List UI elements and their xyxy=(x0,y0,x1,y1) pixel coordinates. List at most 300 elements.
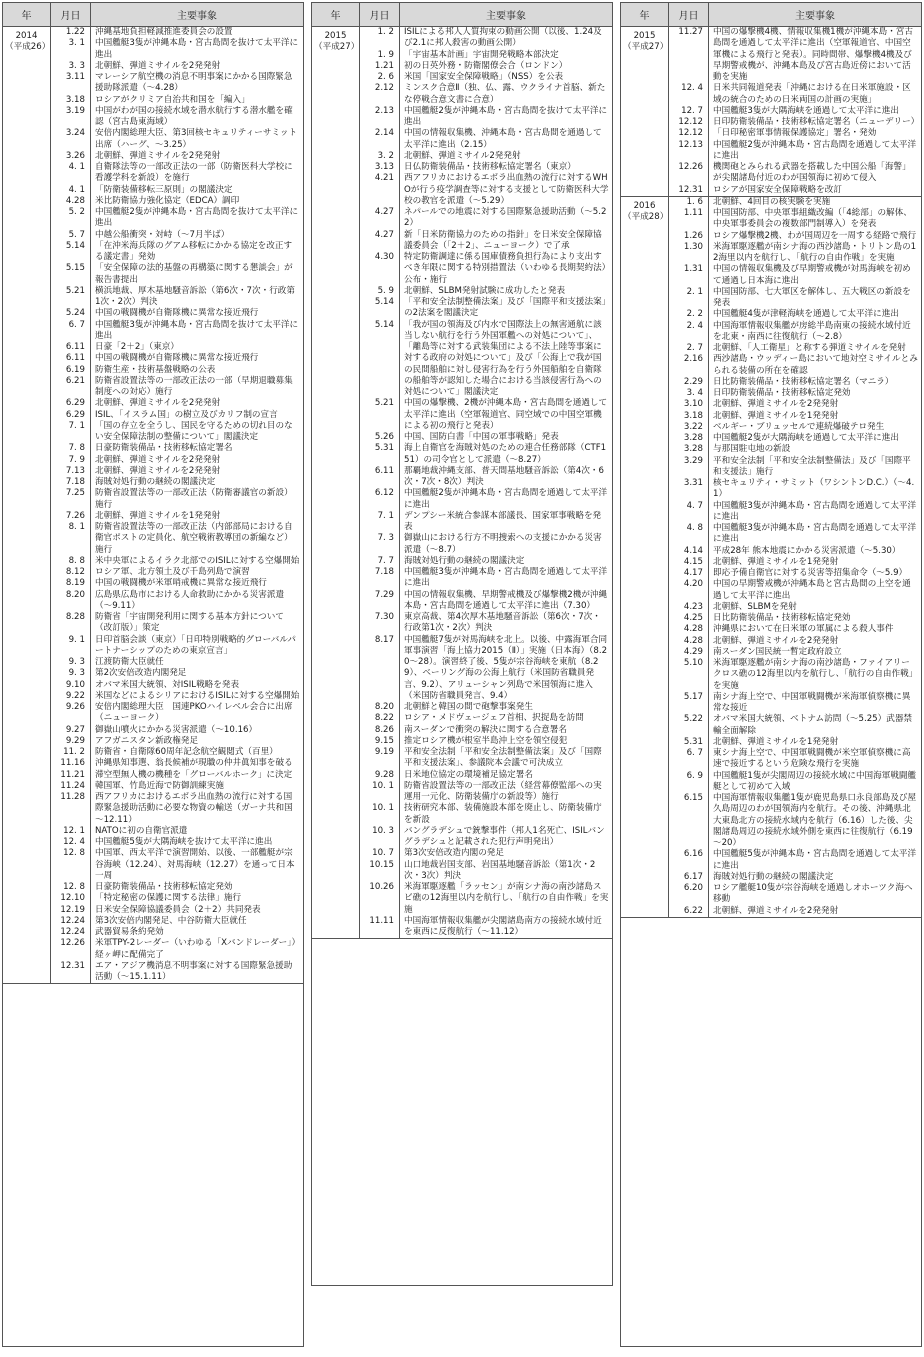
event-date: 3.11 xyxy=(51,72,91,95)
table-header xyxy=(3,3,303,27)
event-text: 防衛省「宇宙開発利用に関する基本方針について（改訂版）」策定 xyxy=(95,612,284,634)
table-row xyxy=(669,399,921,410)
table-row xyxy=(51,162,303,185)
event-text: 西アフリカにおけるエボラ出血熱の流行に対する国際緊急援助活動に必要な物資の輸送（ガーナ共和国 ～12.11） xyxy=(95,792,302,825)
event-text: 中国艦艇5隻が大隅海峡を抜けて太平洋に進出 xyxy=(95,837,273,847)
event-date: 4. 1 xyxy=(51,185,91,196)
table-row xyxy=(669,568,921,579)
table-row xyxy=(51,826,303,837)
event-date: 5.26 xyxy=(360,432,400,443)
event-date: 4.17 xyxy=(669,568,709,579)
table-row xyxy=(360,61,612,72)
event-text: 中国海軍情報収集艦が房総半島南東の接続水域付近を北東・南西に往復航行（～2.8） xyxy=(713,320,911,342)
event-text: 「国の存立を全うし、国民を守るための切れ目のない安全保障法制の整備について」閣議決定 xyxy=(95,420,293,442)
table-row xyxy=(360,556,612,567)
table-row xyxy=(669,377,921,388)
event-text: 米国「国家安全保障戦略」（NSS）を公表 xyxy=(404,72,564,82)
event-text: 日豪「2＋2」（東京） xyxy=(95,342,179,352)
table-row xyxy=(669,714,921,737)
table-row xyxy=(51,38,303,61)
table-row xyxy=(51,353,303,364)
event-text: 日印首脳会談（東京）「日印特別戦略的グローバルパートナーシップのための東京宣言」 xyxy=(95,634,296,656)
event-text: 安倍内閣総理大臣、第3回核セキュリティーサミット出席（ハーグ、～3.25） xyxy=(95,128,298,150)
event-text: 日印防衛装備品・技術移転協定発効 xyxy=(713,388,851,398)
event-text: 横浜地裁、厚木基地騒音訴訟（第6次・7次・行政第1次・2次）判決 xyxy=(95,285,295,307)
event-text: 御嶽山における行方不明捜索への支援にかかる災害派遣（～8.7） xyxy=(404,533,602,555)
table-row xyxy=(51,725,303,736)
table-row xyxy=(51,128,303,151)
event-text: オバマ米国大統領、対ISIL戦略を発表 xyxy=(95,679,240,690)
table-row xyxy=(51,443,303,454)
event-date: 4.20 xyxy=(669,579,709,602)
table-row xyxy=(669,354,921,377)
table-row xyxy=(51,590,303,613)
event-date: 5.14 xyxy=(360,297,400,320)
event-date: 10. 1 xyxy=(360,803,400,826)
event-text: 中国艦艇5隻が沖縄本島・宮古島間を通過して太平洋に進出 xyxy=(713,849,917,871)
event-text: 中国の情報収集機及び早期警戒機が対馬海峡を初めて通過し日本海に進出 xyxy=(713,264,911,286)
event-date: 7. 3 xyxy=(360,533,400,556)
event-text: 海上自衛官を海賊対処のための連合任務部隊（CTF151）の司令官として派遣（～8.27） xyxy=(404,443,607,465)
event-date: 5.22 xyxy=(669,714,709,737)
event-text: 「宇宙基本計画」宇宙開発戦略本部決定 xyxy=(404,49,559,60)
header-year: 年 xyxy=(621,3,669,26)
event-text: 日比防衛装備品・技術移転協定発効 xyxy=(713,613,851,623)
table-row xyxy=(360,567,612,590)
table-row xyxy=(51,365,303,376)
event-text: 中国の情報収集機、早期警戒機及び爆撃機2機が沖縄本島・宮古島間を通過して太平洋に進出（7.30） xyxy=(404,589,608,611)
table-row xyxy=(669,27,921,83)
table-row xyxy=(669,748,921,771)
event-text: 北朝鮮、弾道ミサイルを2発発射 xyxy=(713,635,839,646)
table-row xyxy=(360,702,612,713)
table-row xyxy=(360,286,612,297)
table-row xyxy=(669,162,921,185)
event-text: 「我が国の領海及び内水で国際法上の無害通航に該当しない航行を行う外国軍艦への対処について」、「離島等に対する武装集団による不法上陸等事案に対する政府の対処について」及び「公海上で我が国の民間船舶に対し侵害行為を行う外国船舶を自衛隊の船舶等が認知した場合における当該侵害行為への対処について」閣議決定 xyxy=(404,319,602,397)
header-month-day: 月日 xyxy=(51,3,91,26)
event-text: 中国海軍情報収集艦1隻が鹿児島県口永良部島及び屋久島周辺のわが国領海内を航行。その後、沖縄県北大東島北方の接続水域内を航行（6.16）した後、尖閣諸島周辺の接続水域外側を東西に往復航行（6.19～20） xyxy=(713,793,917,848)
event-date: 3.24 xyxy=(51,128,91,151)
event-date: 8.19 xyxy=(51,578,91,589)
table-row xyxy=(51,72,303,95)
table-row xyxy=(669,546,921,557)
event-text: 中国艦艇2隻が沖縄本島・宮古島間を通過して太平洋に進出 xyxy=(713,139,917,161)
event-date: 2.12 xyxy=(360,83,400,106)
event-text: 第2次安倍改造内閣発足 xyxy=(95,668,187,679)
year-block xyxy=(3,27,303,984)
table-row xyxy=(360,398,612,432)
event-text: 海賊対処行動の継続の閣議決定 xyxy=(713,871,834,882)
table-row xyxy=(669,613,921,624)
table-row xyxy=(51,455,303,466)
event-text: 機関砲とみられる武器を搭載した中国公船「海警」が尖閣諸島付近のわが国領海に初めて侵入 xyxy=(713,162,911,184)
event-date: 7.13 xyxy=(51,466,91,477)
year-label: 2015 xyxy=(633,31,656,41)
year-label: 2016 xyxy=(633,200,656,211)
event-date: 8.26 xyxy=(360,725,400,736)
table-row xyxy=(51,522,303,556)
event-text: ネパールでの地震に対する国際緊急援助活動（～5.22） xyxy=(404,207,607,229)
table-row xyxy=(51,421,303,444)
event-text: 北朝鮮、弾道ミサイルを1発発射 xyxy=(713,736,839,747)
event-date: 3.26 xyxy=(51,151,91,162)
event-text: 米海軍駆逐艦が南シナ海の南沙諸島・ファイアリークロス礁の12海里以内を航行し、「航行の自由作戦」を実施 xyxy=(713,658,918,691)
event-text: 新「日米防衛協力のための指針」を日米安全保障協議委員会（「2＋2」、ニューヨーク）で了承 xyxy=(404,229,602,251)
table-row xyxy=(360,848,612,859)
event-text: 中国艦艇3隻が沖縄本島・宮古島間を通過して太平洋に進出 xyxy=(713,523,917,545)
year-cell xyxy=(3,27,51,983)
event-text: 中国艦艇2隻が沖縄本島・宮古島間を抜けて太平洋に進出 xyxy=(95,207,299,229)
event-date: 5. 2 xyxy=(51,207,91,230)
event-text: 北朝鮮、弾道ミサイルを2発発射 xyxy=(95,454,221,465)
table-row xyxy=(51,95,303,106)
event-date: 10. 3 xyxy=(360,826,400,849)
event-date: 6. 9 xyxy=(669,771,709,794)
event-text: 中国国防部、七大軍区を解体し、五大戦区の新設を発表 xyxy=(713,286,911,308)
table-row xyxy=(360,882,612,916)
table-row xyxy=(360,713,612,724)
event-date: 10.26 xyxy=(360,882,400,916)
event-date: 2. 2 xyxy=(669,309,709,320)
table-row xyxy=(51,781,303,792)
event-text: 北朝鮮、「人工衛星」と称する弾道ミサイルを発射 xyxy=(713,343,906,353)
event-text: ベルギー・ブリュッセルで連続爆破テロ発生 xyxy=(713,421,885,432)
table-row xyxy=(669,692,921,715)
event-text: 第3次安倍改造内閣の発足 xyxy=(404,848,504,859)
table-row xyxy=(51,466,303,477)
era-label: （平成27） xyxy=(314,42,360,52)
year-cell xyxy=(621,197,669,917)
event-date: 3.22 xyxy=(669,422,709,433)
event-text: 北朝鮮、弾道ミサイルを1発発射 xyxy=(95,510,221,521)
table-row xyxy=(360,27,612,50)
table-row xyxy=(669,906,921,917)
header-event: 主要事象 xyxy=(177,11,217,22)
event-date: 10. 7 xyxy=(360,848,400,859)
event-text: 特定防衛調達に係る国庫債務負担行為により支出すべき年限に関する特別措置法（いわゆる長期契約法）公布・施行 xyxy=(404,252,606,285)
table-row xyxy=(51,398,303,409)
event-text: 中国国防部、中央軍事組織改編（「4総部」の解体、中央軍事委員会の複数部門制導入）を発表 xyxy=(713,208,912,230)
event-date: 3.13 xyxy=(360,162,400,173)
event-date: 5.21 xyxy=(360,398,400,432)
event-text: ロシアが国家安全保障戦略を改訂 xyxy=(713,184,842,195)
table-row xyxy=(669,501,921,524)
event-text: 西アフリカにおけるエボラ出血熱の流行に対するWHOが行う疫学調査等に対する支援として防衛医科大学校の教官を派遣（～5.29） xyxy=(404,173,609,206)
header-event: 主要事象 xyxy=(795,11,835,22)
event-text: 日米共同報道発表「沖縄における在日米軍施設・区域の統合のための日米両国の計画の実施」 xyxy=(713,83,911,105)
event-date: 4. 7 xyxy=(669,501,709,524)
event-date: 7.29 xyxy=(360,590,400,613)
table-row xyxy=(360,252,612,286)
event-date: 11. 2 xyxy=(51,747,91,758)
table-row xyxy=(360,128,612,151)
table-column-3 xyxy=(620,2,922,1347)
event-date: 12. 4 xyxy=(51,837,91,848)
table-row xyxy=(51,511,303,522)
event-text: 滞空型無人機の機種を「グローバルホーク」に決定 xyxy=(95,769,293,780)
table-row xyxy=(51,792,303,826)
year-cell xyxy=(621,27,669,196)
event-date: 12.10 xyxy=(51,893,91,904)
table-row xyxy=(360,511,612,534)
event-date: 12.26 xyxy=(51,938,91,961)
event-text: 中国艦艇2隻が大隅海峡を通過して太平洋に進出 xyxy=(713,433,899,443)
event-text: 御嶽山噴火にかかる災害派遣（～10.16） xyxy=(95,724,258,735)
event-date: 11.27 xyxy=(669,27,709,83)
event-date: 6.21 xyxy=(51,376,91,399)
year-block xyxy=(312,27,612,939)
table-row xyxy=(51,241,303,264)
event-date: 6.11 xyxy=(51,342,91,353)
table-row xyxy=(51,635,303,658)
event-date: 3.28 xyxy=(669,433,709,444)
table-row xyxy=(669,128,921,139)
event-date: 7.18 xyxy=(51,477,91,488)
event-date: 4. 1 xyxy=(51,162,91,185)
table-row xyxy=(669,737,921,748)
event-date: 9.27 xyxy=(51,725,91,736)
event-date: 8.20 xyxy=(51,590,91,613)
table-row xyxy=(360,83,612,106)
event-text: 日印防衛装備品・技術移転協定署名（ニューデリー） xyxy=(713,117,920,127)
event-date: 5.14 xyxy=(51,241,91,264)
event-date: 5. 9 xyxy=(360,286,400,297)
table-row xyxy=(669,624,921,635)
event-date: 7.18 xyxy=(360,567,400,590)
event-date: 8. 8 xyxy=(51,556,91,567)
event-text: 中国の戦闘機が自衛隊機に異常な接近飛行 xyxy=(95,353,259,364)
event-date: 3.19 xyxy=(51,106,91,129)
table-row xyxy=(51,263,303,286)
table-row xyxy=(360,860,612,883)
event-date: 12.31 xyxy=(51,961,91,984)
event-text: マレーシア航空機の消息不明事案にかかる国際緊急援助隊派遣（～4.28） xyxy=(95,72,293,94)
table-row xyxy=(51,882,303,893)
table-row xyxy=(669,117,921,128)
event-text: 日豪防衛装備品・技術移転協定発効 xyxy=(95,882,233,892)
event-date: 6.15 xyxy=(669,793,709,849)
event-text: 東シナ海上空で、中国軍戦闘機が米空軍偵察機に高速で接近するという危険な飛行を実施 xyxy=(713,748,911,770)
event-text: 中国の戦闘機が米軍哨戒機に異常な接近飛行 xyxy=(95,578,267,589)
event-text: 核セキュリティ・サミット（ワシントンD.C.）（～4.1） xyxy=(713,478,915,500)
event-date: 3.18 xyxy=(669,411,709,422)
event-date: 11.24 xyxy=(51,781,91,792)
table-row xyxy=(669,872,921,883)
event-text: 中国の爆撃機4機、情報収集機1機が沖縄本島・宮古島間を通過して太平洋に進出（空軍報道官、中国空軍機による飛行と発表）。同時間帯、爆撃機4機及び早期警戒機が、沖縄本島及び宮古島近傍において活動を実施 xyxy=(713,27,913,82)
event-text: 北朝鮮、弾道ミサイルを2発発射 xyxy=(95,150,221,161)
event-date: 6.19 xyxy=(51,365,91,376)
event-text: 韓国軍、竹島近海で防御訓練実施 xyxy=(95,780,224,791)
event-text: 中国艦艇3隻が沖縄本島・宮古島間を抜けて太平洋に進出 xyxy=(95,319,299,341)
event-date: 5.31 xyxy=(360,443,400,466)
event-rows xyxy=(360,27,612,938)
event-text: 即応予備自衛官に対する災害等招集命令（～5.9） xyxy=(713,568,908,578)
table-row xyxy=(51,916,303,927)
event-text: 海賊対処行動の継続の閣議決定 xyxy=(404,555,525,566)
event-date: 5.24 xyxy=(51,308,91,319)
table-row xyxy=(669,140,921,163)
event-text: 「平和安全法制整備法案」及び「国際平和支援法案」の2法案を閣議決定 xyxy=(404,297,606,319)
table-row xyxy=(360,173,612,207)
table-row xyxy=(360,747,612,770)
header-month-day: 月日 xyxy=(669,3,709,26)
event-text: ロシアがクリミア自治共和国を「編入」 xyxy=(95,94,250,105)
table-row xyxy=(360,207,612,230)
table-row xyxy=(360,488,612,511)
table-row xyxy=(669,433,921,444)
event-text: 中国艦艇2隻が沖縄本島・宮古島間を抜けて太平洋に進出 xyxy=(404,105,608,127)
event-date: 6.11 xyxy=(360,466,400,489)
event-date: 5.10 xyxy=(669,658,709,692)
event-date: 9.10 xyxy=(51,680,91,691)
table-row xyxy=(51,556,303,567)
table-row xyxy=(360,50,612,61)
event-date: 4.25 xyxy=(669,613,709,624)
table-row xyxy=(360,230,612,253)
table-row xyxy=(360,590,612,613)
header-month-day: 月日 xyxy=(360,3,400,26)
table-row xyxy=(51,286,303,309)
event-date: 6.29 xyxy=(51,398,91,409)
year-label: 2014 xyxy=(15,31,38,41)
event-text: 北朝鮮、弾道ミサイルを1発発射 xyxy=(713,556,839,567)
table-row xyxy=(360,826,612,849)
event-date: 7.25 xyxy=(51,488,91,511)
event-date: 2. 7 xyxy=(669,343,709,354)
event-date: 7. 1 xyxy=(360,511,400,534)
event-text: 日米地位協定の環境補足協定署名 xyxy=(404,769,533,780)
event-text: 北朝鮮、SLBMを発射 xyxy=(713,601,797,612)
event-date: 5.14 xyxy=(360,320,400,399)
year-cell xyxy=(312,27,360,938)
event-date: 4.28 xyxy=(669,624,709,635)
event-text: 北朝鮮、弾道ミサイルを2発発射 xyxy=(95,60,221,71)
table-header xyxy=(312,3,612,27)
table-row xyxy=(51,680,303,691)
event-text: 南スーダン国民統一暫定政府設立 xyxy=(713,646,842,657)
event-text: 那覇地裁沖縄支部、普天間基地騒音訴訟（第4次・6次・7次・8次）判決 xyxy=(404,465,604,487)
table-row xyxy=(360,770,612,781)
event-text: 北朝鮮と韓国の間で砲撃事案発生 xyxy=(404,702,533,712)
event-text: 「日印秘密軍事情報保護協定」署名・発効 xyxy=(713,128,877,139)
event-text: 中国がわが国の接続水域を潜水航行する潜水艦を確認（宮古島東海域） xyxy=(95,105,293,127)
event-text: 自衛隊法等の一部改正法の一部（防衛医科大学校に看護学科を新設）を施行 xyxy=(95,162,293,184)
table-header xyxy=(621,3,921,27)
event-date: 6.16 xyxy=(669,849,709,872)
table-row xyxy=(669,309,921,320)
table-row xyxy=(51,477,303,488)
event-rows xyxy=(51,27,303,983)
event-date: 9.15 xyxy=(360,736,400,747)
table-row xyxy=(51,657,303,668)
event-date: 3.28 xyxy=(669,444,709,455)
event-date: 12. 7 xyxy=(669,106,709,117)
event-text: 米比防衛協力強化協定（EDCA）調印 xyxy=(95,195,240,206)
event-date: 12.24 xyxy=(51,927,91,938)
event-text: 中国の早期警戒機が沖縄本島と宮古島間の上空を通過して太平洋に進出 xyxy=(713,579,911,601)
table-row xyxy=(51,702,303,725)
table-row xyxy=(51,747,303,758)
event-text: 中国艦艇3隻が大隅海峡を通過して太平洋に進出 xyxy=(713,105,899,116)
event-text: 米海軍駆逐艦「ラッセン」が南シナ海の南沙諸島スビ礁の12海里以内を航行し、「航行の自由作戦」を実施 xyxy=(404,882,609,915)
table-row xyxy=(360,106,612,129)
event-date: 1. 9 xyxy=(360,50,400,61)
table-row xyxy=(669,771,921,794)
event-date: 2.16 xyxy=(669,354,709,377)
table-row xyxy=(360,781,612,804)
event-date: 6.20 xyxy=(669,883,709,906)
table-row xyxy=(360,725,612,736)
event-date: 3. 2 xyxy=(360,151,400,162)
table-row xyxy=(51,848,303,882)
event-date: 4.23 xyxy=(669,602,709,613)
event-date: 12.26 xyxy=(669,162,709,185)
table-row xyxy=(669,411,921,422)
event-text: エア・アジア機消息不明事案に対する国際緊急援助活動（～15.1.11） xyxy=(95,960,293,982)
table-row xyxy=(669,849,921,872)
event-date: 4.27 xyxy=(360,230,400,253)
event-date: 2.29 xyxy=(669,377,709,388)
event-date: 9. 3 xyxy=(51,668,91,679)
table-row xyxy=(669,388,921,399)
event-text: 平和安全法制「平和安全法制整備法」及び「国際平和支援法」施行 xyxy=(713,455,911,477)
event-text: 中国軍、西太平洋で演習開始、以後、一部艦艇が宗谷海峡（12.24）、対馬海峡（12.27）を通って日本一周 xyxy=(95,848,295,881)
event-text: 防衛省設置法等の一部改正法（防衛審議官の新設）施行 xyxy=(95,488,293,510)
event-date: 6.17 xyxy=(669,872,709,883)
event-text: ロシア軍、北方領土及び千島列島で演習 xyxy=(95,567,250,577)
event-date: 11.28 xyxy=(51,792,91,826)
event-date: 3.10 xyxy=(669,399,709,410)
event-text: 沖縄県において在日米軍の軍属による殺人事件 xyxy=(713,624,894,635)
event-date: 8.12 xyxy=(51,567,91,578)
event-date: 12. 1 xyxy=(51,826,91,837)
event-text: 北朝鮮、SLBM発射試験に成功したと発表 xyxy=(404,285,566,296)
event-text: 中越公船衝突・対峙（～7月半ば） xyxy=(95,229,230,240)
table-row xyxy=(51,691,303,702)
event-date: 1.22 xyxy=(51,27,91,38)
event-text: 「在沖米海兵隊のグアム移転にかかる協定を改正する議定書」発効 xyxy=(95,240,293,262)
event-date: 12.13 xyxy=(669,140,709,163)
table-row xyxy=(51,151,303,162)
event-text: 第3次安倍内閣発足、中谷防衛大臣就任 xyxy=(95,915,247,926)
event-date: 1. 6 xyxy=(669,197,709,208)
table-row xyxy=(360,320,612,399)
table-row xyxy=(669,579,921,602)
event-date: 6.12 xyxy=(360,488,400,511)
event-text: アフガニスタン新政権発足 xyxy=(95,735,199,746)
event-text: 沖縄基地負担軽減推進委員会の設置 xyxy=(95,27,233,37)
event-text: 中国艦艇1隻が尖閣周辺の接続水域に中国海軍戦闘艦艇として初めて入域 xyxy=(713,770,917,792)
table-row xyxy=(669,883,921,906)
event-date: 2. 1 xyxy=(669,287,709,310)
event-date: 5. 7 xyxy=(51,230,91,241)
event-date: 1.26 xyxy=(669,231,709,242)
table-row xyxy=(51,196,303,207)
event-date: 12. 8 xyxy=(51,882,91,893)
table-row xyxy=(360,736,612,747)
event-text: ロシア爆撃機2機、わが国周辺を一周する経路で飛行 xyxy=(713,230,917,241)
event-date: 3. 4 xyxy=(669,388,709,399)
table-row xyxy=(669,208,921,231)
event-text: 安倍内閣総理大臣 国連PKOハイレベル会合に出席（ニューヨーク） xyxy=(95,702,293,724)
event-date: 10. 1 xyxy=(360,781,400,804)
event-text: 中国艦艇3隻が沖縄本島・宮古島間を通過して太平洋に進出 xyxy=(713,500,917,522)
table-row xyxy=(669,242,921,265)
event-text: 中国艦艇2隻が沖縄本島・宮古島間を通過して太平洋に進出 xyxy=(404,488,608,510)
table-row xyxy=(51,927,303,938)
event-rows xyxy=(669,197,921,917)
table-row xyxy=(669,658,921,692)
